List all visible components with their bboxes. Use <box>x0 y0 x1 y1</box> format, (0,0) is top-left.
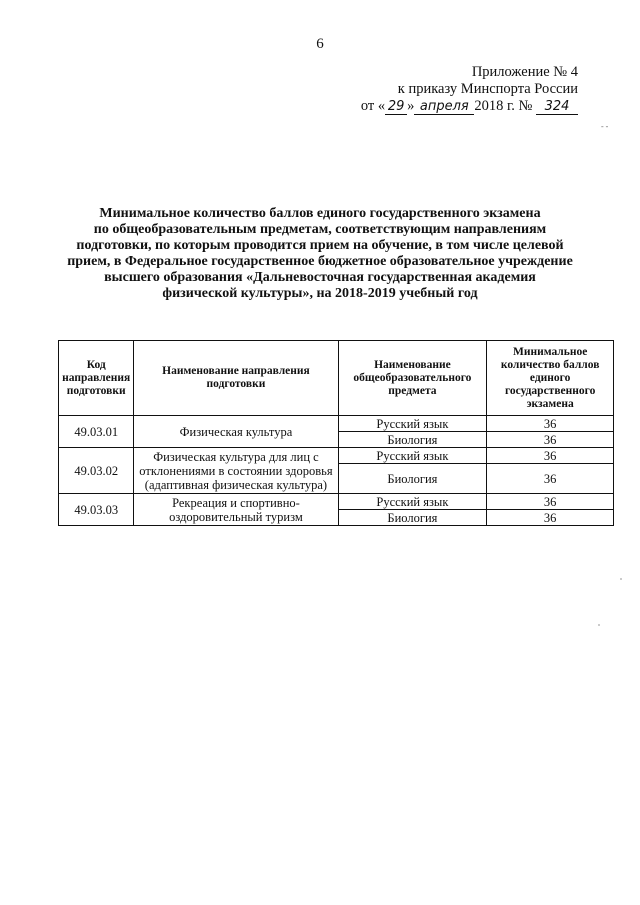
cell-score: 36 <box>487 464 614 494</box>
document-title <box>40 206 600 302</box>
cell-score: 36 <box>487 416 614 432</box>
header-subject: Наименование общеобразовательного предмета <box>338 341 487 416</box>
scan-tick-mark: - - <box>601 122 609 131</box>
date-year: 2018 г. № <box>474 98 533 114</box>
cell-score: 36 <box>487 432 614 448</box>
appendix-block <box>361 64 578 115</box>
appendix-date-line <box>361 98 578 115</box>
cell-score: 36 <box>487 494 614 510</box>
header-direction: Наименование направления подготовки <box>134 341 338 416</box>
cell-subject: Русский язык <box>338 494 487 510</box>
header-min-score: Минимальное количество баллов единого государственного экзамена <box>487 341 614 416</box>
cell-subject: Русский язык <box>338 416 487 432</box>
cell-score: 36 <box>487 510 614 526</box>
title-line: прием, в Федеральное государственное бюджетное образовательное учреждение <box>67 254 573 269</box>
handwritten-order-number: 324 <box>536 100 578 115</box>
title-line: по общеобразовательным предметам, соответствующим направлениям <box>93 222 547 237</box>
cell-direction: Физическая культура для лиц с отклонениями в состоянии здоровья (адаптивная физическая культура) <box>134 448 338 494</box>
cell-subject: Биология <box>338 432 487 448</box>
handwritten-day: 29 <box>385 100 407 115</box>
title-line: подготовки, по которым проводится прием на обучение, в том числе целевой <box>76 238 564 253</box>
cell-subject: Биология <box>338 510 487 526</box>
cell-code: 49.03.02 <box>59 448 134 494</box>
cell-subject: Биология <box>338 464 487 494</box>
cell-subject: Русский язык <box>338 448 487 464</box>
handwritten-month: апреля <box>414 100 474 115</box>
appendix-title: Приложение № 4 <box>471 64 578 80</box>
cell-code: 49.03.01 <box>59 416 134 448</box>
page-number: 6 <box>316 36 324 52</box>
title-line: высшего образования «Дальневосточная государственная академия <box>104 270 536 285</box>
table-row <box>59 494 614 510</box>
table-row <box>59 448 614 464</box>
table-row <box>59 416 614 432</box>
cell-direction: Физическая культура <box>134 416 338 448</box>
title-line: Минимальное количество баллов единого государственного экзамена <box>99 206 541 221</box>
date-mid: » <box>407 98 415 114</box>
scan-speck <box>598 624 600 626</box>
cell-code: 49.03.03 <box>59 494 134 526</box>
date-prefix: от « <box>360 98 386 114</box>
appendix-order-ref: к приказу Минспорта России <box>397 81 578 97</box>
table-header-row <box>59 341 614 416</box>
cell-score: 36 <box>487 448 614 464</box>
scores-table <box>58 340 614 526</box>
scan-speck <box>620 578 622 580</box>
header-code: Код направления подготовки <box>59 341 134 416</box>
cell-direction: Рекреация и спортивно-оздоровительный туризм <box>134 494 338 526</box>
title-line: физической культуры», на 2018-2019 учебный год <box>162 286 478 301</box>
